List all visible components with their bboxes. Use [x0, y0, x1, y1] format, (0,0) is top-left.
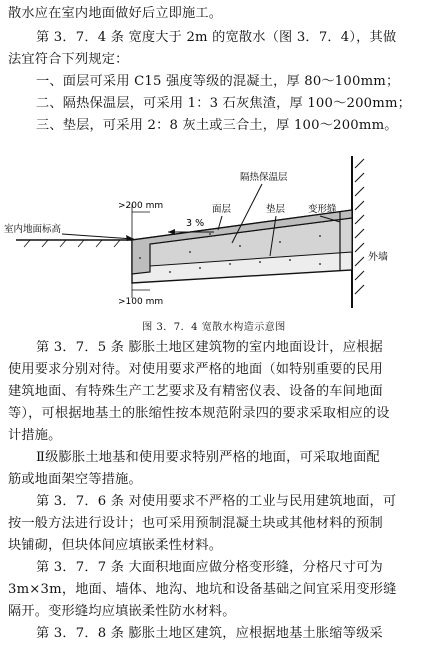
text-line: 计措施。 [8, 428, 62, 443]
indoor-arrow [62, 234, 134, 239]
text-line: 按一般方法进行设计；也可采用预制混凝土块或其他材料的预制 [8, 516, 383, 531]
text-line: 使用要求分别对待。对使用要求严格的地面（如特别重要的民用 [8, 362, 383, 377]
article-heading-3-7-7: 第 3．7．7 条 大面积地面应做分格变形缝，分格尺寸可为 [36, 560, 383, 575]
outer-wall [352, 156, 364, 308]
article-heading-3-7-4: 第 3．7．4 条 宽度大于 2m 的宽散水（图 3．7．4），其做 [36, 30, 397, 45]
text-line: 散水应在室内地面做好后立即施工。 [8, 6, 223, 21]
text-line: 块铺砌，但块体间应填嵌柔性材料。 [8, 538, 223, 553]
text-line: 隔开。变形缝均应填嵌柔性防水材料。 [8, 604, 236, 619]
cushion-label: 垫层 [266, 204, 286, 215]
dim-top-label: >200 mm [118, 201, 164, 211]
insulation-label: 隔热保温层 [240, 172, 288, 183]
text-line: 等），可根据地基土的胀缩性按本规范附录四的要求采取相应的设 [8, 406, 390, 421]
dim-bottom-label: >100 mm [118, 297, 164, 307]
list-item-2: 二、隔热保温层，可采用 1：3 石灰焦渣，厚 100～200mm； [36, 96, 412, 111]
joint-label: 变形缝 [308, 204, 337, 215]
outer-wall-label: 外墙 [368, 252, 388, 263]
list-item-1: 一、面层可采用 C15 强度等级的混凝土，厚 80～100mm； [36, 74, 400, 89]
text-line: 筋或地面架空等措施。 [8, 472, 142, 487]
article-heading-3-7-6: 第 3．7．6 条 对使用要求不严格的工业与民用建筑地面，可 [36, 494, 397, 509]
indoor-floor-label: 室内地面标高 [4, 224, 62, 235]
slope-label: 3 % [186, 218, 205, 229]
article-heading-3-7-5: 第 3．7．5 条 膨胀土地区建筑物的室内地面设计，应根据 [36, 340, 383, 355]
surface-label: 面层 [212, 204, 232, 215]
ground-hatch [24, 240, 120, 247]
text-line: Ⅱ级膨胀土地基和使用要求特别严格的地面，可采取地面配 [36, 450, 380, 465]
article-heading-3-7-8: 第 3．7．8 条 膨胀土地区建筑，应根据地基土胀缩等级采 [36, 626, 383, 641]
text-line: 法宜符合下列规定： [8, 52, 129, 67]
text-line: 3m×3m，地面、墙体、地沟、地坑和设备基础之间宜采用变形缝 [8, 582, 397, 597]
wide-apron-diagram [0, 148, 428, 318]
list-item-3: 三、垫层，可采用 2：8 灰土或三合土，厚 100～200mm。 [36, 118, 398, 133]
figure-caption: 图 3．7．4 宽散水构造示意图 [142, 322, 286, 333]
text-line: 建筑地面、有特殊生产工艺要求及有精密仪表、设备的车间地面 [8, 384, 383, 399]
